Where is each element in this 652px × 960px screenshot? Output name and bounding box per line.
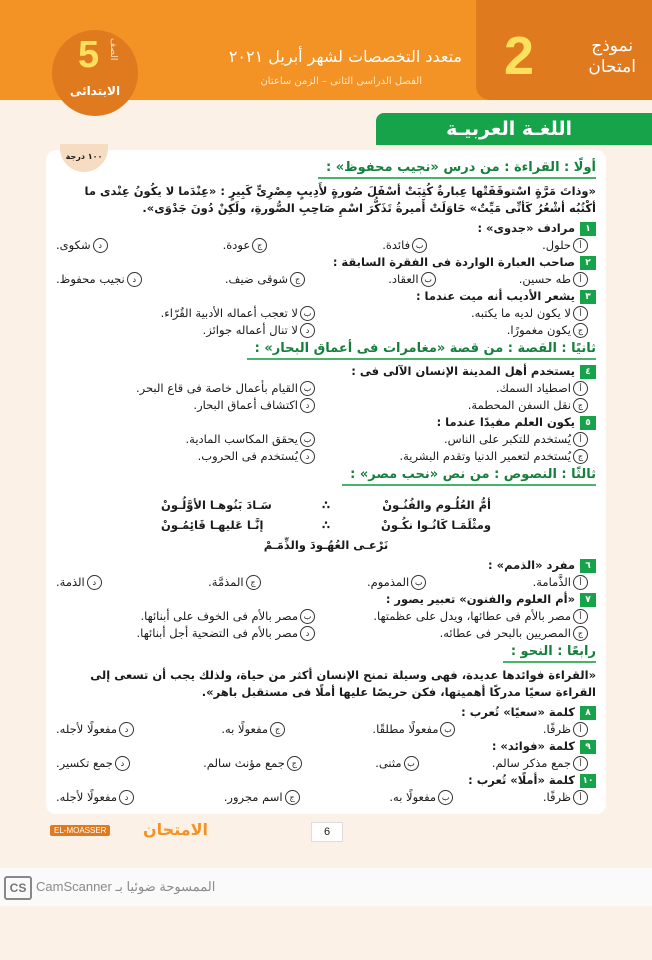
answer-option[interactable] [329,448,588,465]
answer-option[interactable] [389,789,453,806]
answer-option[interactable] [543,789,588,806]
option-letter-circle-icon: د [127,272,142,287]
exam-subtitle: الفصل الدراسى الثانى – الزمن ساعتان [260,76,422,87]
poem-last-line: نَرْعـى العُهُـودَ والذِّمَـمْ [263,538,389,552]
question-text: كلمة «فوائد» : [491,739,575,753]
option-letter-circle-icon: د [300,626,315,641]
question-stem [56,414,596,431]
poem-verse [56,495,596,515]
option-text: مصر بالأم فى الخوف على أبنائها. [140,609,298,623]
exam-content [56,158,596,806]
answer-option[interactable] [56,271,142,288]
option-letter-circle-icon: ب [438,790,453,805]
answer-option[interactable] [225,271,305,288]
option-letter-circle-icon: د [93,238,108,253]
option-text: القيام بأعمال خاصة فى قاع البحر. [135,381,298,395]
option-text: مفعولًا لأجله. [56,722,117,736]
answer-option[interactable] [56,789,134,806]
answer-options [56,789,596,806]
option-letter-circle-icon: د [119,790,134,805]
question-stem [56,363,596,380]
passage: «وذاتَ مَرَّةٍ اسْتوقَفَتْها عِبارةٌ كُتِبَتْ أسْفَلَ صُورةٍ لأَدِيبٍ مِصْرِىٍّ كَبِيرٍ : «عِنْدَما لا يكُونُ عِنْدى ما أكْتُبُه أشْعُرُ كَأنِّى مَيِّتٌ» حَاوَلَتْ أَميرةُ تَذَكُّرَ اسْمِ صَاحِبِ الصُّورةِ، ولَكِنْ دُونَ جَدْوَى». [84,184,596,215]
option-text: مصر بالأم فى عطائها، ويدل على عظمتها. [373,609,571,623]
option-text: المصريين بالبحر فى عطائه. [439,626,571,640]
option-text: يحقق المكاسب المادية. [185,432,298,446]
answer-option[interactable] [329,431,588,448]
option-letter-circle-icon: أ [573,790,588,805]
option-letter-circle-icon: د [119,722,134,737]
option-letter-circle-icon: ج [290,272,305,287]
option-text: شوقى ضيف. [224,272,289,286]
answer-option[interactable] [203,755,302,772]
question-stem [56,220,596,237]
option-text: مصر بالأم فى التضحية أجل أبنائها. [136,626,298,640]
option-text: يُستخدم لتعمير الدنيا وتقدم البشرية. [399,449,571,463]
answer-option[interactable] [329,397,588,414]
section-heading: رابعًا : النحو : [503,643,596,663]
answer-option[interactable] [329,322,588,339]
question-text: مفرد «الذمم» : [488,558,575,572]
answer-option[interactable] [329,608,588,625]
option-text: الذَّمامة. [532,575,571,589]
question-text: كلمة «أملًا» تُعرب : [468,773,575,787]
question-number-badge: ٤ [580,365,596,379]
option-text: مفعولًا به. [221,722,269,736]
option-letter-circle-icon: ب [300,432,315,447]
option-letter-circle-icon: أ [573,609,588,624]
answer-option[interactable] [221,721,285,738]
answer-option[interactable] [372,721,455,738]
exam-title: متعدد التخصصات لشهر أبريل ٢٠٢١ [228,47,462,66]
option-text: الذمة. [56,575,85,589]
option-text: يُستخدم للتكبر على الناس. [443,432,571,446]
question-number-badge: ٢ [580,256,596,270]
option-letter-circle-icon: د [87,575,102,590]
option-letter-circle-icon: ج [573,449,588,464]
exam-card [46,150,606,814]
option-letter-circle-icon: د [115,756,130,771]
hemistich-first: ومثْلَمَـا كَانُـوا نكُـونْ [381,518,491,532]
answer-options [56,608,596,642]
option-text: مفعولًا به. [389,790,437,804]
answer-option[interactable] [223,237,268,254]
question-text: يستخدم أهل المدينة الإنسان الآلى فى : [351,364,575,378]
option-text: لا يكون لديه ما يكتبه. [470,306,571,320]
scanner-text: الممسوحة ضوئيا بـ CamScanner [36,879,216,894]
question [56,738,596,772]
question [56,557,596,591]
answer-option[interactable] [367,574,426,591]
option-letter-circle-icon: أ [573,575,588,590]
section-heading: ثانيًا : القصة : من قصة «مغامرات فى أعماق البحار» : [247,340,596,360]
poem [56,495,596,555]
question [56,591,596,642]
exam-word: امتحان [588,57,636,77]
option-text: يُستخدم فى الحروب. [197,449,298,463]
option-letter-circle-icon: ب [440,722,455,737]
question-stem [56,557,596,574]
option-text: العقاد. [388,272,419,286]
answer-options [56,721,596,738]
answer-option[interactable] [519,271,588,288]
question-number-badge: ٦ [580,559,596,573]
answer-option[interactable] [542,237,588,254]
section-1 [56,158,596,339]
answer-option[interactable] [56,305,315,322]
answer-option[interactable] [533,574,588,591]
page-number: 6 [311,822,343,842]
answer-option[interactable] [224,789,300,806]
question-text: «أم العلوم والفنون» تعبير يصور : [385,592,575,606]
question [56,772,596,806]
question [56,363,596,414]
option-letter-circle-icon: د [300,323,315,338]
question-number-badge: ١ [580,222,596,236]
question-stem [56,288,596,305]
page-footer [0,818,652,848]
answer-option[interactable] [56,574,102,591]
passage: «القراءة فوائدها عديدة، فهى وسيلة تمنح الإنسان أكثر من حياة، ولذلك يجب أن تسعى إلى القراءة سعيًا مدركًا أهميتها، فكن حريصًا عليها أملًا فى مستقبل باهر». [90,668,596,699]
question-stem [56,772,596,789]
publisher-logo: EL-MOASSER [50,825,110,836]
option-letter-circle-icon: ج [573,626,588,641]
question-text: يشعر الأديب أنه ميت عندما : [415,289,575,303]
option-letter-circle-icon: د [300,449,315,464]
option-letter-circle-icon: ج [246,575,261,590]
section-heading: أولًا : القراءة : من درس «نجيب محفوظ» : [318,159,596,179]
option-letter-circle-icon: ج [252,238,267,253]
scanner-watermark [0,868,652,906]
answer-option[interactable] [329,380,588,397]
question-stem [56,738,596,755]
grade-stage: الابتدائى [69,84,121,98]
option-letter-circle-icon: أ [573,432,588,447]
hemistich-first: أمُّ العُلُـوم والفُنُـونْ [382,498,491,512]
option-letter-circle-icon: ج [287,756,302,771]
option-letter-circle-icon: أ [573,756,588,771]
answer-option[interactable] [56,448,315,465]
option-letter-circle-icon: أ [573,272,588,287]
subject-title: اللغـة العربيـة [376,113,652,145]
answer-options [56,380,596,414]
option-letter-circle-icon: ب [404,756,419,771]
option-text: ظرفًا. [542,790,571,804]
question-text: مرادف «جدوى» : [477,221,575,235]
option-text: مثنى. [375,756,402,770]
option-text: جمع مؤنث سالم. [203,756,285,770]
answer-options [56,305,596,339]
verse-separator: ∴ [321,498,330,512]
question-number-badge: ٩ [580,740,596,754]
question-text: يكون العلم مفيدًا عندما : [436,415,575,429]
question [56,704,596,738]
question-number-badge: ٨ [580,706,596,720]
answer-option[interactable] [329,305,588,322]
option-text: جمع مذكر سالم. [491,756,571,770]
question [56,220,596,254]
answer-option[interactable] [388,271,435,288]
option-letter-circle-icon: أ [573,381,588,396]
brand-name: الامتحان [143,820,209,839]
option-letter-circle-icon: د [300,398,315,413]
option-letter-circle-icon: أ [573,306,588,321]
top-region [0,0,652,150]
option-text: طه حسين. [518,272,571,286]
option-text: اسم مجرور. [223,790,283,804]
hemistich-second: إنَّـا عَليهـا قَائِمُـونْ [161,518,264,532]
model-word: نموذج [591,36,634,56]
option-text: شكوى. [56,238,91,252]
question-number-badge: ٧ [580,593,596,607]
question-stem [56,254,596,271]
question-text: كلمة «سعيًا» تُعرب : [461,705,575,719]
option-text: فائدة. [382,238,411,252]
answer-options [56,237,596,254]
model-block [476,0,652,100]
answer-option[interactable] [56,721,134,738]
option-letter-circle-icon: أ [573,238,588,253]
grade-word: الصف [108,38,118,61]
option-text: لا تنال أعماله جوائز. [202,323,298,337]
answer-option[interactable] [56,431,315,448]
option-text: اصطياد السمك. [495,381,571,395]
answer-option[interactable] [56,397,315,414]
option-letter-circle-icon: ب [411,575,426,590]
section-2 [56,339,596,465]
option-text: نجيب محفوظ. [56,272,125,286]
answer-option[interactable] [208,574,260,591]
grade-number: 5 [78,34,100,76]
answer-option[interactable] [375,755,418,772]
answer-option[interactable] [492,755,588,772]
option-letter-circle-icon: ب [300,306,315,321]
option-letter-circle-icon: ج [270,722,285,737]
camscanner-logo-icon: CS [4,876,32,900]
question-number-badge: ٥ [580,416,596,430]
answer-option[interactable] [56,322,315,339]
option-text: مفعولًا مطلقًا. [372,722,439,736]
option-letter-circle-icon: ب [300,381,315,396]
option-text: جمع تكسير. [56,756,113,770]
verse-separator: ∴ [321,518,330,532]
option-text: المذمَّة. [208,575,244,589]
question [56,288,596,339]
option-letter-circle-icon: ب [412,238,427,253]
section-3 [56,465,596,642]
option-letter-circle-icon: ج [285,790,300,805]
question-stem [56,704,596,721]
model-number: 2 [503,26,534,86]
question-text: صاحب العبارة الواردة فى الفقرة السابقة : [332,255,575,269]
answer-option[interactable] [543,721,588,738]
option-text: نقل السفن المحطمة. [467,398,571,412]
answer-option[interactable] [56,608,315,625]
answer-options [56,755,596,772]
option-letter-circle-icon: ب [300,609,315,624]
option-text: لا تعجب أعماله الأدبية القُرّاء. [160,306,298,320]
answer-option[interactable] [329,625,588,642]
total-marks: ١٠٠ درجة [60,144,108,172]
option-text: مفعولًا لأجله. [56,790,117,804]
answer-option[interactable] [56,380,315,397]
answer-option[interactable] [56,237,108,254]
question-number-badge: ١٠ [580,774,596,788]
question-stem [56,591,596,608]
hemistich-second: سَـادَ بَنُوهـا الأوَّلُـونْ [161,498,272,512]
question [56,414,596,465]
option-text: اكتشاف أعماق البحار. [193,398,298,412]
option-text: ظرفًا. [542,722,571,736]
option-text: حلول. [542,238,571,252]
section-heading: ثالثًا : النصوص : من نص «نحب مصر» : [342,466,596,486]
option-letter-circle-icon: أ [573,722,588,737]
option-letter-circle-icon: ج [573,323,588,338]
question [56,254,596,288]
answer-options [56,431,596,465]
answer-options [56,574,596,591]
question-number-badge: ٣ [580,290,596,304]
option-text: يكون مغمورًا. [506,323,571,337]
answer-option[interactable] [56,625,315,642]
option-letter-circle-icon: ب [421,272,436,287]
answer-options [56,271,596,288]
grade-badge [52,30,138,116]
answer-option[interactable] [56,755,130,772]
option-text: المذموم. [366,575,410,589]
model-label [588,36,636,78]
section-4 [56,642,596,806]
option-letter-circle-icon: ج [573,398,588,413]
option-text: عودة. [222,238,251,252]
poem-verse [56,515,596,535]
answer-option[interactable] [382,237,427,254]
